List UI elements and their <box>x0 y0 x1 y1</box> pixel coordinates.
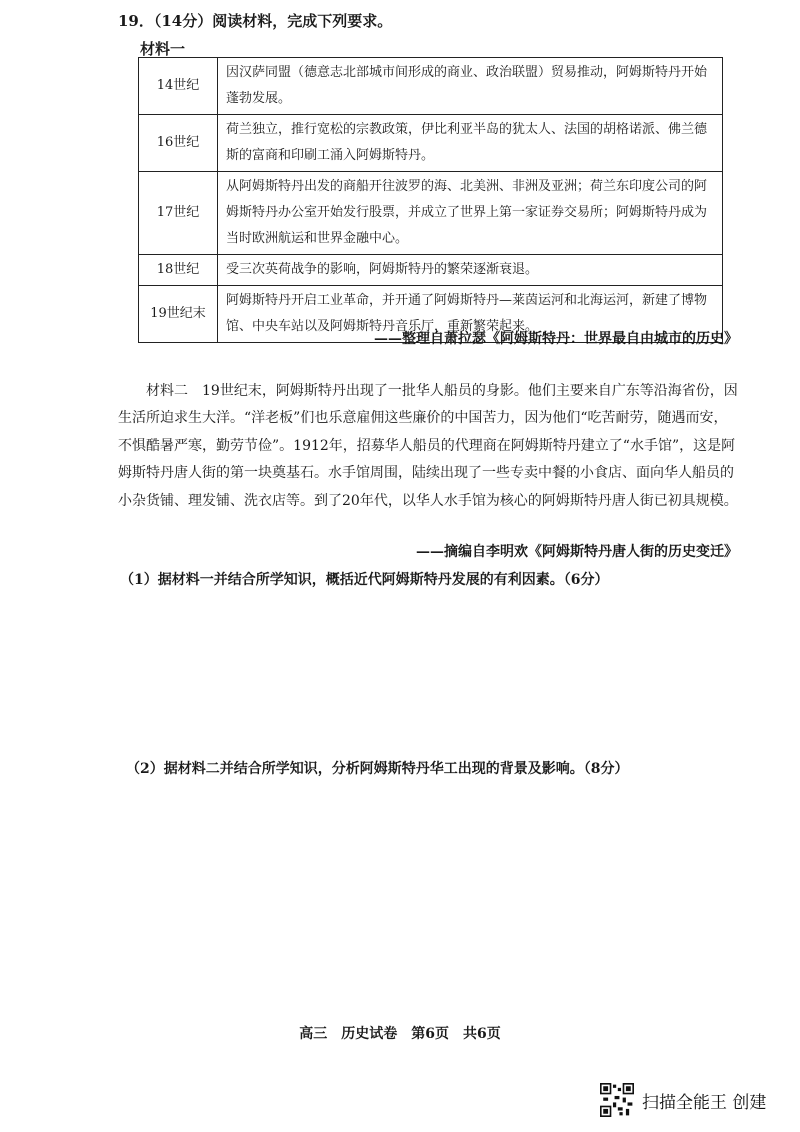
period-cell: 18世纪 <box>139 255 218 286</box>
subquestion-2: （2）据材料二并结合所学知识，分析阿姆斯特丹华工出现的背景及影响。（8分） <box>126 761 629 777</box>
page-footer: 高三 历史试卷 第6页 共6页 <box>299 1026 501 1042</box>
period-cell: 14世纪 <box>139 58 218 115</box>
event-cell: 阿姆斯特丹开启工业革命，并开通了阿姆斯特丹—莱茵运河和北海运河，新建了博物馆、中央车站以及阿姆斯特丹音乐厅，重新繁荣起来。 <box>218 286 723 343</box>
period-cell: 19世纪末 <box>139 286 218 343</box>
table-row <box>139 172 723 255</box>
period-cell: 17世纪 <box>139 172 218 255</box>
watermark-text: 扫描全能王 创建 <box>642 1092 767 1113</box>
material2-paragraph: 材料二 19世纪末，阿姆斯特丹出现了一批华人船员的身影。他们主要来自广东等沿海省份，因生活所迫求生大洋。“洋老板”们也乐意雇佣这些廉价的中国苦力，因为他们“吃苦耐劳，随遇而安，不惧酷暑严寒，勤劳节俭”。1912年，招募华人船员的代理商在阿姆斯特丹建立了“水手馆”，这是阿姆斯特丹唐人街的第一块奠基石。水手馆周围，陆续出现了一些专卖中餐的小食店、面向华人船员的小杂货铺、理发铺、洗衣店等。到了20年代，以华人水手馆为核心的阿姆斯特丹唐人街已初具规模。 <box>118 383 738 509</box>
material2-source: ——摘编自李明欢《阿姆斯特丹唐人街的历史变迁》 <box>416 544 738 560</box>
table-row <box>139 255 723 286</box>
subquestion-1: （1）据材料一并结合所学知识，概括近代阿姆斯特丹发展的有利因素。（6分） <box>120 572 609 588</box>
scanner-watermark <box>600 1082 766 1118</box>
event-cell: 因汉萨同盟（德意志北部城市间形成的商业、政治联盟）贸易推动，阿姆斯特丹开始蓬勃发展。 <box>218 58 723 115</box>
qr-code-icon <box>600 1083 634 1117</box>
table-row <box>139 115 723 172</box>
material1-table <box>138 57 723 343</box>
period-cell: 16世纪 <box>139 115 218 172</box>
question-title: 19．（14分）阅读材料，完成下列要求。 <box>118 12 393 30</box>
event-cell: 受三次英荷战争的影响，阿姆斯特丹的繁荣逐渐衰退。 <box>218 255 723 286</box>
table-row <box>139 58 723 115</box>
event-cell: 荷兰独立，推行宽松的宗教政策，伊比利亚半岛的犹太人、法国的胡格诺派、佛兰德斯的富商和印刷工涌入阿姆斯特丹。 <box>218 115 723 172</box>
event-cell: 从阿姆斯特丹出发的商船开往波罗的海、北美洲、非洲及亚洲；荷兰东印度公司的阿姆斯特丹办公室开始发行股票，并成立了世界上第一家证券交易所；阿姆斯特丹成为当时欧洲航运和世界金融中心。 <box>218 172 723 255</box>
material1-source: ——整理自萧拉瑟《阿姆斯特丹：世界最自由城市的历史》 <box>374 331 738 347</box>
material1-label: 材料一 <box>140 40 186 58</box>
